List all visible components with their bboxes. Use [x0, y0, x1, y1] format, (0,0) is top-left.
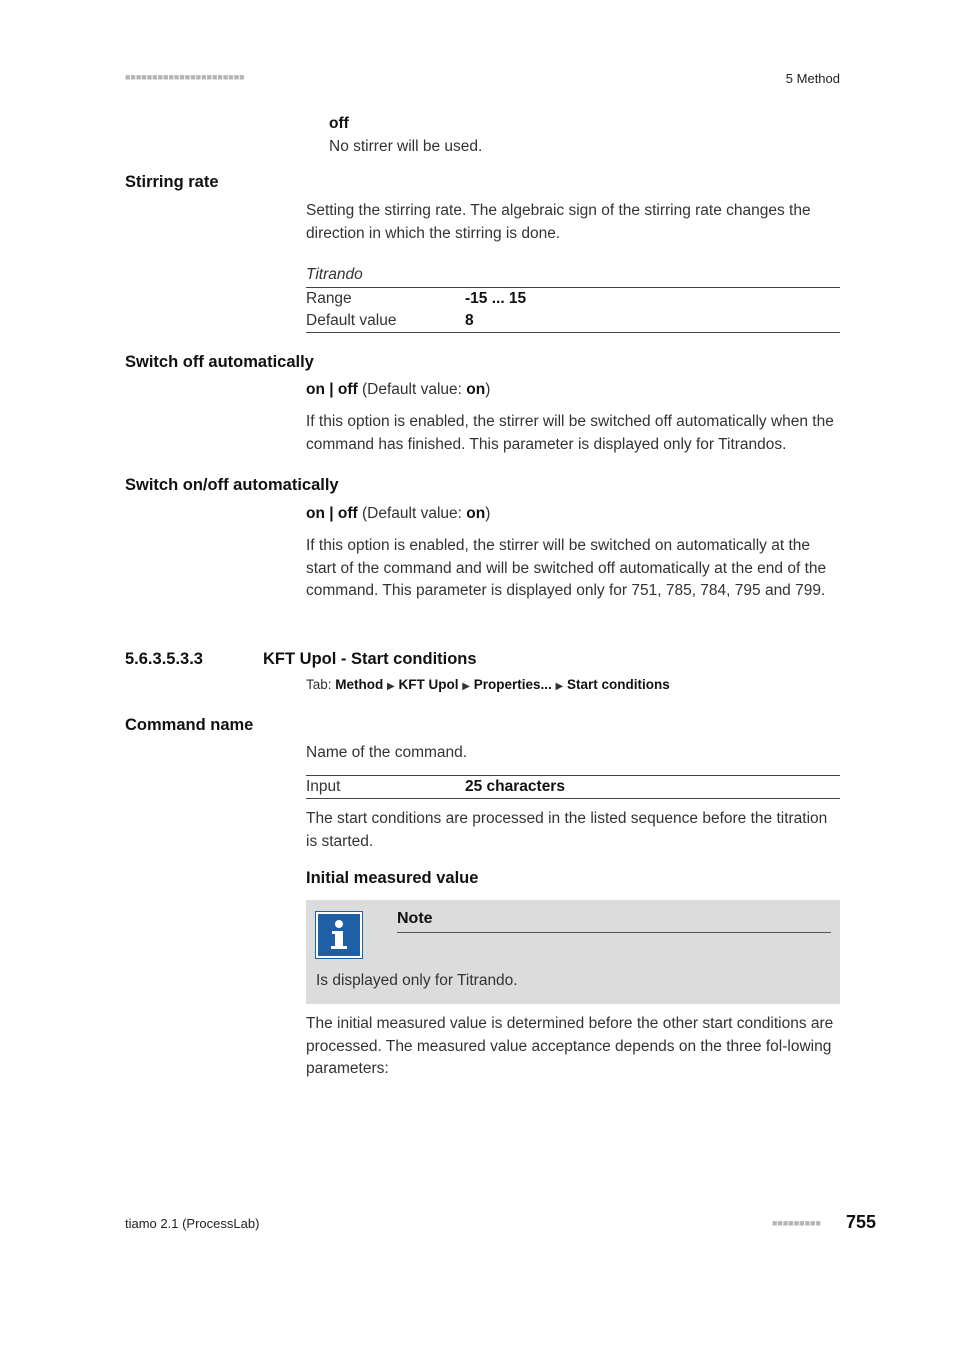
- note-text: Is displayed only for Titrando.: [316, 972, 518, 989]
- switch-onoff-default-prefix: (Default value:: [357, 505, 467, 522]
- note-title: Note: [397, 910, 433, 927]
- tab-path-start-conditions: Start conditions: [567, 677, 670, 692]
- initial-value-desc: The initial measured value is determined before the other start conditions are processed. The measured value acceptance depends on the three fol-lowing parameters:: [306, 1015, 834, 1077]
- switch-onoff-desc: If this option is enabled, the stirrer will be switched on automatically at the start of the command and will be switched off automatically at the end of the command. This parameter is displayed only for 751, 785, 784, 795 and 799.: [306, 537, 827, 599]
- tab-path-kft-upol: KFT Upol: [398, 677, 459, 692]
- start-conditions-note: The start conditions are processed in the listed sequence before the titration is started.: [306, 810, 828, 850]
- switch-onoff-default-value: on: [466, 505, 486, 522]
- command-name-desc: Name of the command.: [306, 744, 468, 761]
- stirring-rate-table-caption: Titrando: [306, 266, 363, 283]
- command-name-table: [306, 775, 840, 799]
- tab-path-properties: Properties...: [473, 677, 552, 692]
- footer-product: tiamo 2.1 (ProcessLab): [125, 1216, 260, 1231]
- input-key: Input: [306, 778, 341, 795]
- switch-off-desc: If this option is enabled, the stirrer will be switched off automatically when the command has finished. This parameter is displayed only for Titrandos.: [306, 413, 834, 453]
- initial-value-heading: Initial measured value: [306, 869, 479, 887]
- tab-path-prefix: Tab:: [306, 677, 336, 692]
- default-value-value: 8: [465, 312, 474, 329]
- switch-onoff-options-values: on | off: [306, 505, 358, 522]
- tab-path-separator: ▶: [387, 681, 395, 692]
- tab-path-separator: ▶: [555, 681, 564, 692]
- section-number: 5.6.3.5.3.3: [125, 650, 203, 668]
- table-row: [306, 776, 840, 799]
- switch-off-options: [306, 379, 490, 402]
- range-key: Range: [306, 290, 352, 307]
- off-option-label: off: [329, 115, 349, 132]
- input-value: 25 characters: [465, 778, 565, 795]
- range-value: -15 ... 15: [465, 290, 527, 307]
- info-icon: [316, 912, 362, 958]
- tab-path-separator: ▶: [462, 681, 470, 692]
- tab-path: [306, 677, 670, 692]
- table-row: [306, 310, 840, 333]
- switch-off-default-value: on: [466, 381, 486, 398]
- footer-decoration: ■■■■■■■■■: [772, 1218, 821, 1228]
- note-box: [306, 900, 840, 1004]
- default-value-key: Default value: [306, 312, 397, 329]
- stirring-rate-table: [306, 287, 840, 333]
- switch-off-default-prefix: (Default value:: [357, 381, 467, 398]
- switch-off-options-values: on | off: [306, 381, 358, 398]
- switch-onoff-default-suffix: ): [485, 505, 491, 522]
- stirring-rate-desc: Setting the stirring rate. The algebraic sign of the stirring rate changes the direction in which the stirring is done.: [306, 202, 811, 242]
- command-name-heading: Command name: [125, 716, 254, 734]
- header-decoration: ■■■■■■■■■■■■■■■■■■■■■■: [125, 72, 245, 82]
- section-title: KFT Upol - Start conditions: [263, 650, 477, 668]
- header-section-title: 5 Method: [785, 71, 840, 86]
- off-option-desc: No stirrer will be used.: [329, 138, 483, 155]
- switch-onoff-options: [306, 503, 490, 526]
- tab-path-method: Method: [335, 677, 384, 692]
- page-number: 755: [846, 1212, 877, 1232]
- stirring-rate-heading: Stirring rate: [125, 173, 219, 191]
- switch-off-default-suffix: ): [485, 381, 491, 398]
- switch-off-heading: Switch off automatically: [125, 353, 314, 371]
- note-divider: [397, 932, 831, 933]
- switch-onoff-heading: Switch on/off automatically: [125, 476, 339, 494]
- table-row: [306, 288, 840, 311]
